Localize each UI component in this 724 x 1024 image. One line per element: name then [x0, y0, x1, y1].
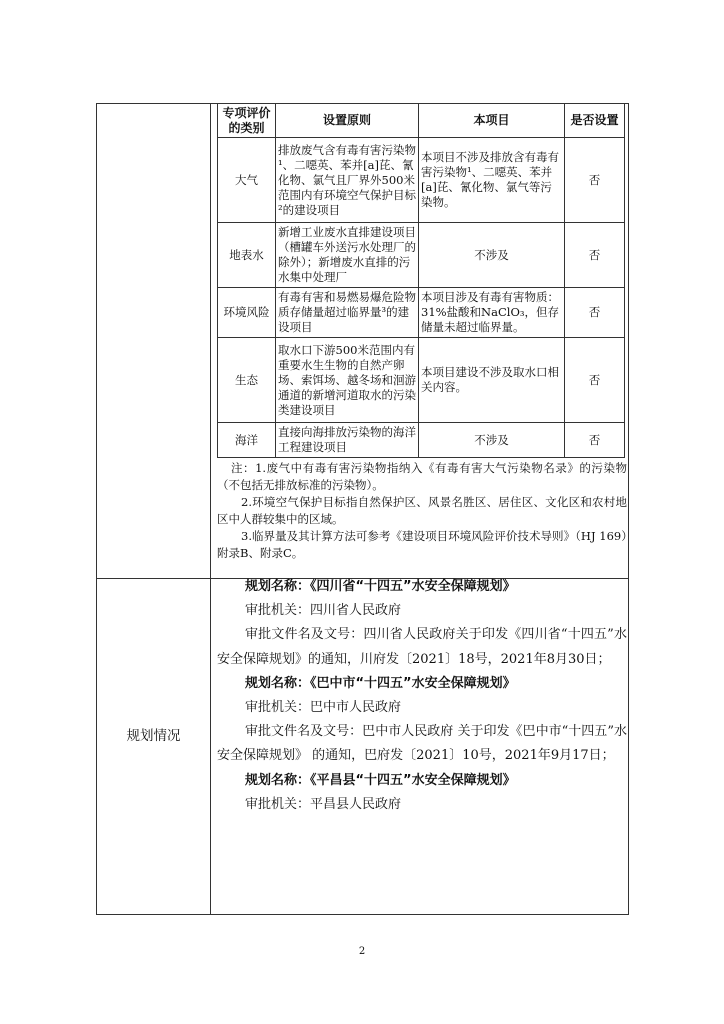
cell-category: 环境风险: [218, 288, 276, 338]
page-number: 2: [358, 946, 366, 957]
cell-category: 大气: [218, 138, 276, 223]
cell-rule: 有毒有害和易燃易爆危险物质存储量超过临界量³的建设项目: [276, 288, 419, 338]
section-label: 规划情况: [126, 728, 181, 744]
plan-title: 规划名称：《四川省“十四五”水安全保障规划》: [245, 579, 516, 594]
cell-rule: 直接向海排放污染物的海洋工程建设项目: [276, 423, 419, 458]
cell-project: 本项目涉及有毒有害物质：31%盐酸和NaClO₃，但存储量未超过临界量。: [419, 288, 565, 338]
cell-project: 不涉及: [419, 223, 565, 288]
plan-document: 审批文件名及文号：四川省人民政府关于印发《四川省“十四五”水安全保障规划》的通知，川府发〔2021〕18号，2021年8月30日；: [217, 627, 627, 667]
header-setting: 是否设置: [565, 104, 625, 138]
cell-category: 地表水: [218, 223, 276, 288]
cell-project: 不涉及: [419, 423, 565, 458]
cell-setting: 否: [565, 338, 625, 423]
plan-authority: 审批机关：平昌县人民政府: [245, 796, 402, 812]
plan-authority: 审批机关：四川省人民政府: [245, 603, 402, 619]
cell-setting: 否: [565, 288, 625, 338]
column-divider: [210, 104, 211, 914]
plan-authority: 审批机关：巴中市人民政府: [245, 700, 402, 716]
header-project: 本项目: [419, 104, 565, 138]
note-3: 3.临界量及其计算方法可参考《建设项目环境风险评价技术导则》（HJ 169）附录B、附录C。: [217, 529, 627, 560]
note-1: 注：1.废气中有毒有害污染物指纳入《有毒有害大气污染物名录》的污染物（不包括无排放标准的污染物）。: [217, 461, 627, 492]
plan-section: [217, 575, 627, 817]
plan-title: 规划名称：《巴中市“十四五”水安全保障规划》: [245, 675, 516, 691]
cell-category: 海洋: [218, 423, 276, 458]
cell-setting: 否: [565, 138, 625, 223]
table-row: [218, 288, 625, 338]
cell-category: 生态: [218, 338, 276, 423]
assessment-table: [217, 103, 625, 458]
cell-rule: 取水口下游500米范围内有重要水生生物的自然产卵场、索饵场、越冬场和洄游通道的新增河道取水的污染类建设项目: [276, 338, 419, 423]
table-row: [218, 338, 625, 423]
cell-setting: 否: [565, 423, 625, 458]
header-rule: 设置原则: [276, 104, 419, 138]
cell-project: 本项目建设不涉及取水口相关内容。: [419, 338, 565, 423]
table-row: [218, 138, 625, 223]
cell-setting: 否: [565, 223, 625, 288]
plan-title: 规划名称：《平昌县“十四五”水安全保障规划》: [245, 772, 516, 788]
table-row: [218, 423, 625, 458]
table-header-row: [218, 104, 625, 138]
note-2: 2.环境空气保护目标指自然保护区、风景名胜区、居住区、文化区和农村地区中人群较集中的区域。: [217, 495, 627, 526]
cell-project: 本项目不涉及排放含有毒有害污染物¹、二噁英、苯并[a]芘、氰化物、氯气等污染物。: [419, 138, 565, 223]
table-notes: [217, 460, 627, 562]
header-category: 专项评价的类别: [218, 104, 276, 138]
cell-rule: 新增工业废水直排建设项目（槽罐车外送污水处理厂的除外）；新增废水直排的污水集中处理厂: [276, 223, 419, 288]
cell-rule: 排放废气含有毒有害污染物¹、二噁英、苯并[a]芘、氰化物、氯气且厂界外500米范围内有环境空气保护目标²的建设项目: [276, 138, 419, 223]
plan-document: 审批文件名及文号：巴中市人民政府 关于印发《巴中市“十四五”水安全保障规划》 的通知，巴府发〔2021〕10号，2021年9月17日；: [217, 724, 627, 764]
table-row: [218, 223, 625, 288]
